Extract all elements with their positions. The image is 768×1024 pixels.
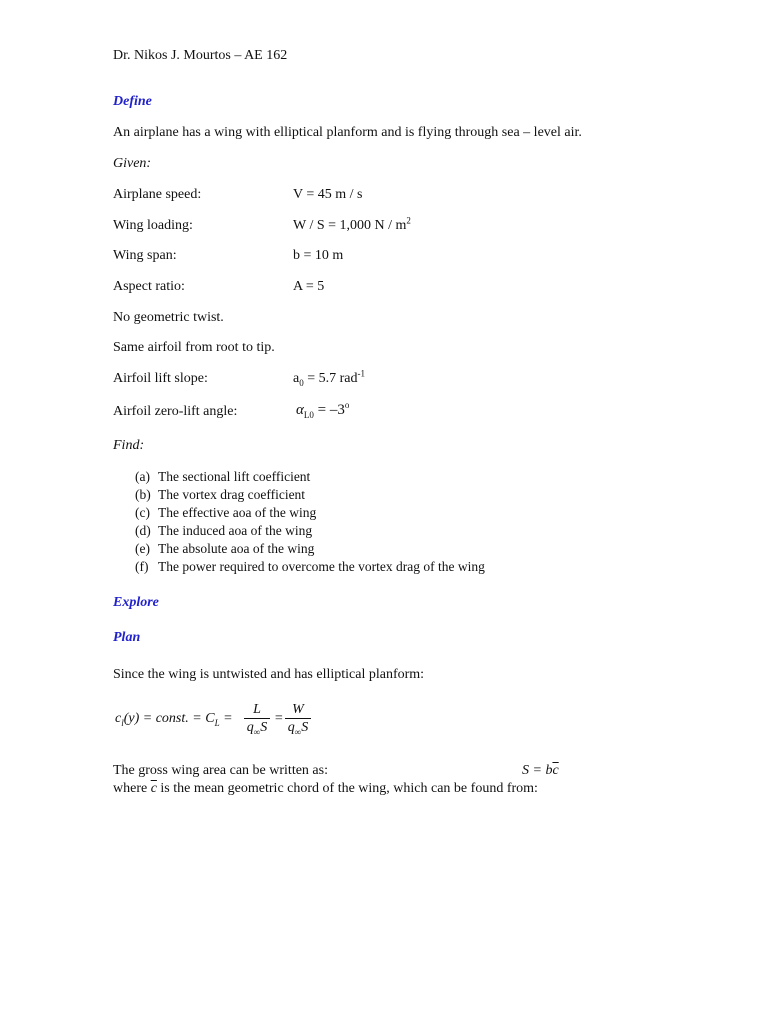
intro-text: An airplane has a wing with elliptical planform and is flying through sea – level air. xyxy=(113,125,582,140)
zero-lift-subscript: L0 xyxy=(303,410,314,420)
find-item-letter: (d) xyxy=(135,523,151,538)
equation-fraction-weight xyxy=(284,701,312,736)
same-airfoil-text: Same airfoil from root to tip. xyxy=(113,340,275,355)
given-value-speed: V = 45 m / s xyxy=(293,187,363,202)
plan-text: Since the wing is untwisted and has elliptical planform: xyxy=(113,667,425,682)
find-item-text: The effective aoa of the wing xyxy=(158,505,317,520)
q-sub: ∞ xyxy=(294,726,302,737)
area-eq-cbar: $\overline{c}$ xyxy=(552,763,559,778)
q: q xyxy=(287,720,295,735)
fraction-numerator: L xyxy=(253,702,261,717)
fraction-denominator xyxy=(284,719,312,736)
fraction-numerator: W xyxy=(292,702,304,717)
page-header: Dr. Nikos J. Mourtos – AE 162 xyxy=(113,48,288,63)
lift-slope-subscript: 0 xyxy=(299,377,304,388)
lift-slope-symbol: a xyxy=(293,371,300,386)
find-item-text: The sectional lift coefficient xyxy=(158,469,311,484)
equation-fraction-lift xyxy=(243,701,271,736)
fraction-denominator xyxy=(243,719,271,736)
equation-equals: = xyxy=(274,711,284,726)
given-label-wing-loading: Wing loading: xyxy=(113,218,193,233)
find-item-letter: (e) xyxy=(135,541,150,556)
area-eq-lhs: S = b xyxy=(522,763,553,778)
zero-lift-degree: o xyxy=(344,400,350,410)
given-label-aspect-ratio: Aspect ratio: xyxy=(113,279,185,294)
find-item-letter: (a) xyxy=(135,469,150,484)
no-twist-text: No geometric twist. xyxy=(113,310,224,325)
equation-CL-sub: L xyxy=(214,717,220,728)
given-value-wing-loading xyxy=(293,215,411,234)
find-item-text: The absolute aoa of the wing xyxy=(158,541,315,556)
equation-lhs: $c_l(y)$ = const. = $C_L$ = xyxy=(115,711,233,728)
given-label-speed: Airplane speed: xyxy=(113,187,202,202)
wing-loading-value: W / S = 1,000 N / m xyxy=(293,218,407,233)
given-value-aspect-ratio: A = 5 xyxy=(293,279,325,294)
plan-heading: Plan xyxy=(113,630,141,645)
lift-slope-label: Airfoil lift slope: xyxy=(113,371,208,386)
zero-lift-value xyxy=(296,402,349,418)
given-value-wing-span: b = 10 m xyxy=(293,248,344,263)
lift-slope-exponent: -1 xyxy=(357,368,365,379)
where-prefix: where xyxy=(113,781,148,796)
q: q xyxy=(246,720,254,735)
q-sub: ∞ xyxy=(253,726,261,737)
find-label: Find: xyxy=(113,438,145,453)
area-text: The gross wing area can be written as: xyxy=(113,763,328,778)
zero-lift-symbol: α xyxy=(296,402,304,418)
find-item-text: The induced aoa of the wing xyxy=(158,523,313,538)
equation-args: (y) = const. = C xyxy=(123,711,215,726)
s: S xyxy=(301,720,309,735)
find-item-letter: (c) xyxy=(135,505,150,520)
wing-loading-exponent: 2 xyxy=(406,215,411,226)
equation-cl: c xyxy=(115,711,122,726)
given-label: Given: xyxy=(113,156,152,171)
find-item-letter: (f) xyxy=(135,559,149,574)
find-item-letter: (b) xyxy=(135,487,151,502)
s: S xyxy=(260,720,268,735)
zero-lift-label: Airfoil zero-lift angle: xyxy=(113,404,238,419)
find-item-text: The vortex drag coefficient xyxy=(158,487,306,502)
where-text xyxy=(113,781,538,797)
lift-slope-number: = 5.7 rad xyxy=(303,371,358,386)
where-cbar: $\overline{c}$ xyxy=(150,781,157,796)
zero-lift-number: = –3 xyxy=(313,402,345,418)
equation-cl-sub: l xyxy=(121,717,124,728)
define-heading: Define xyxy=(113,94,152,109)
lift-slope-value xyxy=(293,368,365,388)
given-label-wing-span: Wing span: xyxy=(113,248,177,263)
explore-heading: Explore xyxy=(113,595,159,610)
area-equation xyxy=(522,763,559,779)
where-suffix: is the mean geometric chord of the wing, which can be found from: xyxy=(156,781,538,796)
find-item-text: The power required to overcome the vortex drag of the wing xyxy=(158,559,485,574)
